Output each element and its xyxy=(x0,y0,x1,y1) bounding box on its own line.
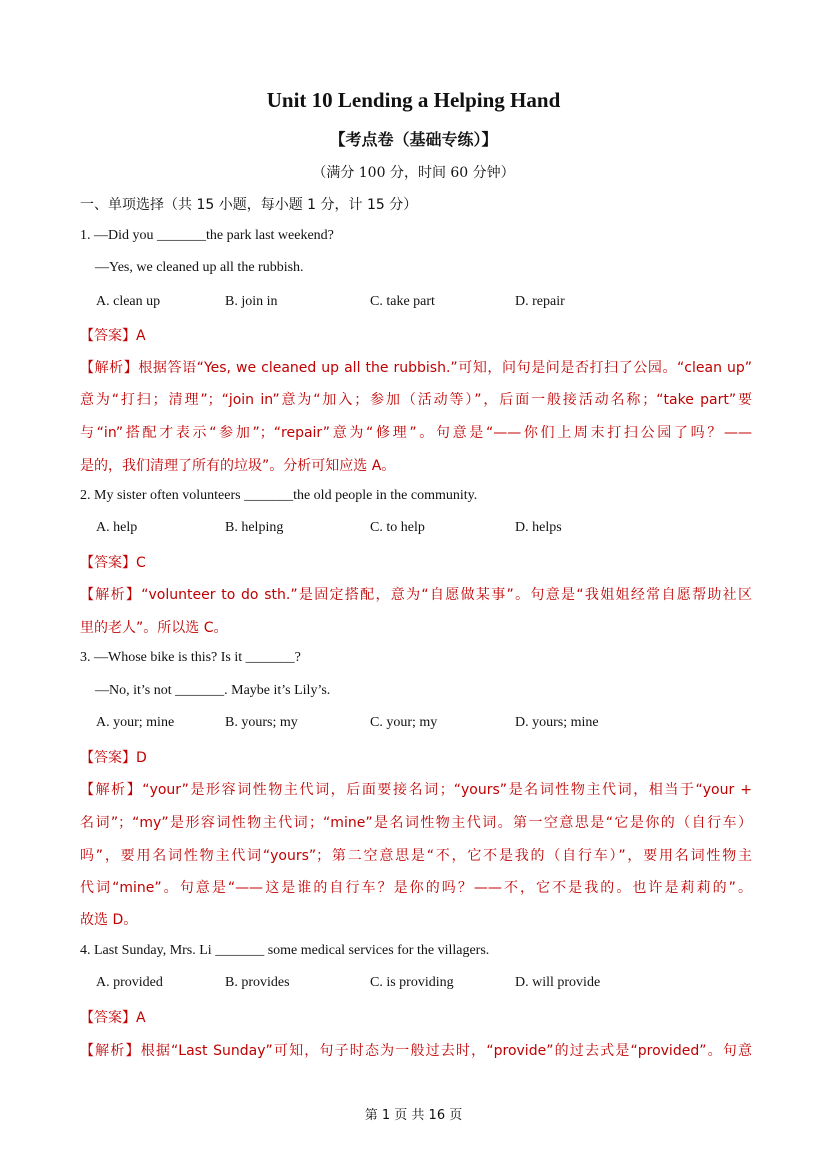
question-2-answer: 【答案】C xyxy=(80,555,146,571)
question-3-explanation-line: 吗”，要用名词性物主代词“yours”；第二空意思是“不，它不是我的（自行车）”，要用名词性物主 xyxy=(80,848,752,864)
question-2-explanation-line: 里的老人”。所以选 C。 xyxy=(80,620,228,636)
question-4-answer: 【答案】A xyxy=(80,1010,146,1026)
question-1-answer: 【答案】A xyxy=(80,328,146,344)
question-3-explanation-line: 代词“mine”。句意是“——这是谁的自行车？是你的吗？——不，它不是我的。也许是莉莉的”。 xyxy=(80,880,752,896)
question-2-option-d: D. helps xyxy=(515,520,562,535)
question-3-answer: 【答案】D xyxy=(80,750,147,766)
question-1-reply: —Yes, we cleaned up all the rubbish. xyxy=(95,260,304,275)
question-1-option-b: B. join in xyxy=(225,294,278,309)
question-1-explanation-line: 与“in”搭配才表示“参加”；“repair”意为“修理”。句意是“——你们上周末打扫公园了吗？—— xyxy=(80,425,752,441)
question-1-stem: 1. —Did you _______the park last weekend? xyxy=(80,228,334,243)
question-3-explanation-line: 故选 D。 xyxy=(80,912,138,928)
question-4-option-a: A. provided xyxy=(96,975,163,990)
question-3-option-a: A. your; mine xyxy=(96,715,175,730)
question-4-stem: 4. Last Sunday, Mrs. Li _______ some medical services for the villagers. xyxy=(80,943,490,958)
page-title: Unit 10 Lending a Helping Hand xyxy=(266,88,561,112)
question-2-explanation-line: 【解析】“volunteer to do sth.”是固定搭配，意为“自愿做某事”。句意是“我姐姐经常自愿帮助社区 xyxy=(80,587,752,603)
question-3-option-b: B. yours; my xyxy=(225,715,298,730)
question-4-option-b: B. provides xyxy=(225,975,290,990)
question-2-option-c: C. to help xyxy=(370,520,425,535)
question-2-option-b: B. helping xyxy=(225,520,284,535)
question-1-explanation-line: 意为“打扫；清理”；“join in”意为“加入；参加（活动等）”，后面一般接活动名称；“take part”要 xyxy=(80,392,752,408)
question-1-explanation-line: 【解析】根据答语“Yes, we cleaned up all the rubbish.”可知，问句是问是否打扫了公园。“clean up” xyxy=(80,360,752,376)
question-4-option-c: C. is providing xyxy=(370,975,454,990)
section-heading: 一、单项选择（共 15 小题，每小题 1 分，计 15 分） xyxy=(80,197,418,213)
exam-info: （满分 100 分，时间 60 分钟） xyxy=(312,165,515,181)
question-1-option-a: A. clean up xyxy=(96,294,161,309)
page-footer: 第 1 页 共 16 页 xyxy=(364,1108,463,1123)
question-3-explanation-line: 【解析】“your”是形容词性物主代词，后面要接名词；“yours”是名词性物主代词，相当于“your + xyxy=(80,782,752,798)
question-3-reply: —No, it’s not _______. Maybe it’s Lily’s. xyxy=(95,683,331,698)
question-4-explanation-line: 【解析】根据“Last Sunday”可知，句子时态为一般过去时，“provide”的过去式是“provided”。句意 xyxy=(80,1043,752,1059)
question-1-option-c: C. take part xyxy=(370,294,435,309)
question-3-explanation-line: 名词”；“my”是形容词性物主代词；“mine”是名词性物主代词。第一空意思是“它是你的（自行车） xyxy=(80,815,752,831)
question-3-stem: 3. —Whose bike is this? Is it _______? xyxy=(80,650,301,665)
page-subtitle: 【考点卷（基础专练）】 xyxy=(329,130,498,149)
question-2-option-a: A. help xyxy=(96,520,138,535)
question-1-explanation-line: 是的，我们清理了所有的垃圾”。分析可知应选 A。 xyxy=(80,458,396,474)
question-1-option-d: D. repair xyxy=(515,294,565,309)
question-2-stem: 2. My sister often volunteers _______the old people in the community. xyxy=(80,488,478,503)
question-3-option-d: D. yours; mine xyxy=(515,715,599,730)
question-4-option-d: D. will provide xyxy=(515,975,601,990)
question-3-option-c: C. your; my xyxy=(370,715,438,730)
